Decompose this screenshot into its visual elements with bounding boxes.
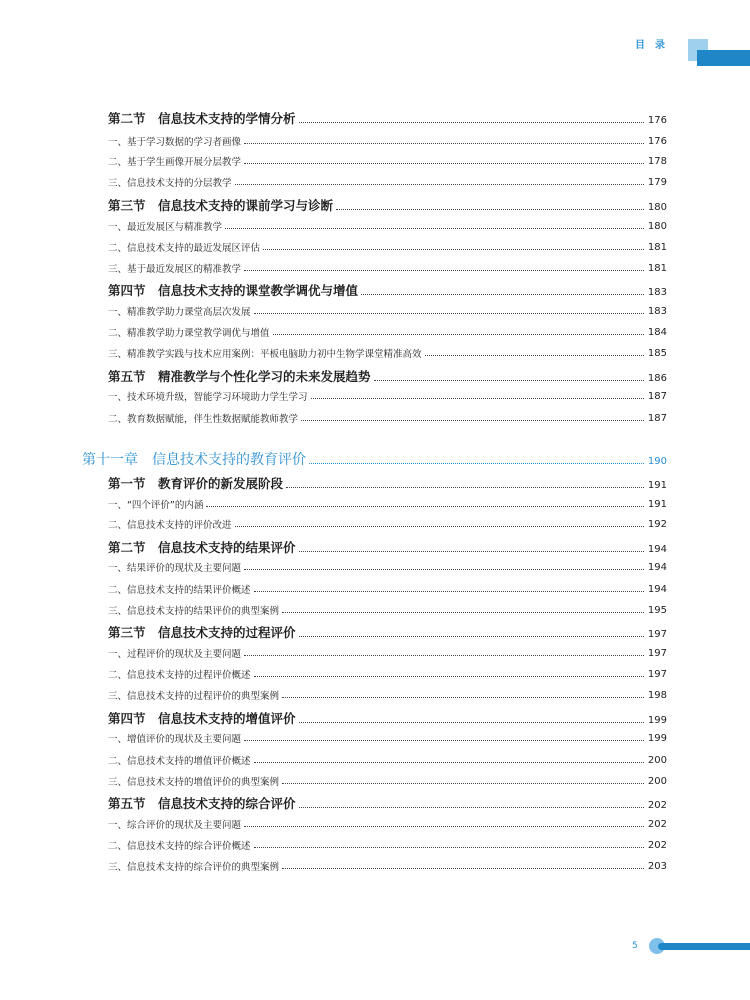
leader-dots — [282, 868, 644, 869]
leader-dots — [286, 487, 644, 488]
leader-dots — [361, 294, 644, 295]
toc-entry-page: 183 — [647, 306, 667, 317]
leader-dots — [299, 807, 644, 808]
toc-item-row — [108, 243, 667, 253]
toc-entry-page: 181 — [647, 263, 667, 274]
toc-entry-title: 第三节 信息技术支持的课前学习与诊断 — [108, 198, 334, 213]
toc-entry-title: 二、信息技术支持的结果评价概述 — [108, 584, 251, 596]
leader-dots — [299, 722, 644, 723]
toc-item-row — [108, 563, 667, 573]
toc-entry-page: 202 — [647, 819, 667, 830]
toc-entry-page: 197 — [647, 648, 667, 659]
leader-dots — [235, 526, 644, 527]
toc-entry-page: 176 — [647, 136, 667, 147]
toc-entry-title: 第三节 信息技术支持的过程评价 — [108, 625, 296, 640]
toc-entry-page: 197 — [647, 669, 667, 680]
toc-entry-title: 一、技术环境升级，智能学习环境助力学生学习 — [108, 391, 308, 403]
toc-item-row — [108, 585, 667, 595]
toc-entry-page: 200 — [647, 755, 667, 766]
toc-entry-title: 第一节 教育评价的新发展阶段 — [108, 476, 284, 491]
leader-dots — [254, 762, 644, 763]
toc-entry-page: 195 — [647, 605, 667, 616]
toc-section-row — [108, 713, 667, 726]
toc-entry-page: 181 — [647, 242, 667, 253]
toc-entry-page: 199 — [647, 733, 667, 744]
toc-entry-title: 第二节 信息技术支持的学情分析 — [108, 111, 296, 126]
leader-dots — [309, 463, 644, 464]
leader-dots — [282, 612, 644, 613]
toc-entry-page: 194 — [647, 562, 667, 573]
toc-entry-page: 194 — [647, 543, 667, 555]
toc-item-row — [108, 606, 667, 616]
toc-item-row — [108, 841, 667, 851]
toc-item-row — [108, 392, 667, 402]
toc-entry-page: 202 — [647, 799, 667, 811]
toc-entry-title: 二、基于学生画像开展分层教学 — [108, 156, 242, 168]
page-number: 5 — [632, 941, 638, 951]
toc-section-row — [108, 371, 667, 384]
toc-item-row — [108, 349, 667, 359]
leader-dots — [244, 270, 644, 271]
toc-entry-title: 二、信息技术支持的综合评价概述 — [108, 840, 251, 852]
leader-dots — [263, 249, 644, 250]
toc-entry-page: 190 — [647, 456, 667, 467]
toc-entry-page: 191 — [647, 499, 667, 510]
leader-dots — [206, 506, 644, 507]
leader-dots — [244, 655, 644, 656]
leader-dots — [244, 143, 644, 144]
toc-item-row — [108, 328, 667, 338]
toc-entry-title: 一、过程评价的现状及主要问题 — [108, 648, 242, 660]
toc-item-row — [108, 222, 667, 232]
toc-entry-title: 第四节 信息技术支持的增值评价 — [108, 711, 296, 726]
toc-section-row — [108, 478, 667, 491]
toc-item-row — [108, 137, 667, 147]
toc-entry-title: 二、精准教学助力课堂教学调优与增值 — [108, 327, 270, 339]
toc-entry-title: 二、信息技术支持的评价改进 — [108, 519, 232, 531]
leader-dots — [299, 551, 644, 552]
toc-entry-title: 三、基于最近发展区的精准教学 — [108, 263, 242, 275]
leader-dots — [299, 122, 644, 123]
toc-item-row — [108, 756, 667, 766]
toc-entry-page: 187 — [647, 391, 667, 402]
toc-entry-title: 三、信息技术支持的分层教学 — [108, 177, 232, 189]
toc-item-row — [108, 734, 667, 744]
toc-entry-title: 一、结果评价的现状及主要问题 — [108, 562, 242, 574]
toc-entry-title: 一、基于学习数据的学习者画像 — [108, 136, 242, 148]
toc-entry-page: 198 — [647, 690, 667, 701]
leader-dots — [235, 184, 644, 185]
toc-entry-title: 二、信息技术支持的过程评价概述 — [108, 669, 251, 681]
toc-entry-title: 三、信息技术支持的结果评价的典型案例 — [108, 605, 280, 617]
toc-section-row — [108, 200, 667, 213]
header-label: 目录 — [635, 40, 675, 51]
toc-entry-title: 三、精准教学实践与技术应用案例：平板电脑助力初中生物学课堂精准高效 — [108, 348, 422, 360]
toc-entry-title: 一、“四个评价”的内涵 — [108, 499, 204, 511]
leader-dots — [301, 420, 644, 421]
toc-item-row — [108, 500, 667, 510]
toc-item-row — [108, 691, 667, 701]
leader-dots — [225, 228, 644, 229]
toc-entry-page: 185 — [647, 348, 667, 359]
toc-item-row — [108, 307, 667, 317]
toc-entry-page: 200 — [647, 776, 667, 787]
leader-dots — [374, 380, 644, 381]
leader-dots — [254, 591, 644, 592]
toc-entry-title: 一、最近发展区与精准教学 — [108, 221, 223, 233]
toc-section-row — [108, 798, 667, 811]
toc-entry-page: 184 — [647, 327, 667, 338]
leader-dots — [273, 334, 644, 335]
toc-entry-title: 一、增值评价的现状及主要问题 — [108, 733, 242, 745]
toc-entry-title: 第五节 精准教学与个性化学习的未来发展趋势 — [108, 369, 371, 384]
toc-entry-page: 203 — [647, 861, 667, 872]
toc-entry-page: 183 — [647, 286, 667, 298]
toc-entry-page: 186 — [647, 372, 667, 384]
toc-section-row — [108, 113, 667, 126]
toc-section-row — [108, 285, 667, 298]
toc-entry-page: 180 — [647, 201, 667, 213]
leader-dots — [282, 697, 644, 698]
toc-item-row — [108, 178, 667, 188]
leader-dots — [244, 569, 644, 570]
toc-entry-page: 187 — [647, 413, 667, 424]
toc-entry-title: 二、信息技术支持的增值评价概述 — [108, 755, 251, 767]
header-decor-bar — [697, 50, 750, 66]
toc-entry-title: 三、信息技术支持的增值评价的典型案例 — [108, 776, 280, 788]
toc-item-row — [108, 862, 667, 872]
leader-dots — [336, 209, 644, 210]
toc-section-row — [108, 627, 667, 640]
toc-item-row — [108, 520, 667, 530]
toc-entry-page: 178 — [647, 156, 667, 167]
toc-entry-title: 一、精准教学助力课堂高层次发展 — [108, 306, 251, 318]
toc-entry-page: 202 — [647, 840, 667, 851]
toc-item-row — [108, 777, 667, 787]
leader-dots — [299, 636, 644, 637]
toc-entry-page: 176 — [647, 114, 667, 126]
leader-dots — [244, 163, 644, 164]
leader-dots — [425, 355, 644, 356]
toc-item-row — [108, 820, 667, 830]
toc-entry-title: 第十一章 信息技术支持的教育评价 — [82, 452, 306, 468]
leader-dots — [311, 398, 644, 399]
toc-section-row — [108, 542, 667, 555]
leader-dots — [254, 847, 644, 848]
footer-decor-bar — [658, 943, 750, 950]
toc-item-row — [108, 264, 667, 274]
toc-entry-page: 194 — [647, 584, 667, 595]
toc-entry-title: 第四节 信息技术支持的课堂教学调优与增值 — [108, 283, 359, 298]
toc-entry-title: 第二节 信息技术支持的结果评价 — [108, 540, 296, 555]
toc-entry-title: 一、综合评价的现状及主要问题 — [108, 819, 242, 831]
toc-entry-title: 二、教育数据赋能，伴生性数据赋能教师教学 — [108, 413, 299, 425]
toc-entry-page: 180 — [647, 221, 667, 232]
toc-entry-page: 197 — [647, 628, 667, 640]
toc-entry-page: 179 — [647, 177, 667, 188]
leader-dots — [254, 313, 644, 314]
toc-entry-title: 二、信息技术支持的最近发展区评估 — [108, 242, 261, 254]
toc-entry-page: 199 — [647, 714, 667, 726]
toc-item-row — [108, 157, 667, 167]
toc-entry-title: 第五节 信息技术支持的综合评价 — [108, 796, 296, 811]
toc-entry-page: 192 — [647, 519, 667, 530]
leader-dots — [282, 783, 644, 784]
toc-entry-title: 三、信息技术支持的过程评价的典型案例 — [108, 690, 280, 702]
leader-dots — [244, 740, 644, 741]
leader-dots — [254, 676, 644, 677]
toc-chapter-row — [82, 453, 667, 467]
toc-item-row — [108, 670, 667, 680]
toc-item-row — [108, 414, 667, 424]
toc-item-row — [108, 649, 667, 659]
leader-dots — [244, 826, 644, 827]
toc-entry-title: 三、信息技术支持的综合评价的典型案例 — [108, 861, 280, 873]
toc-entry-page: 191 — [647, 479, 667, 491]
